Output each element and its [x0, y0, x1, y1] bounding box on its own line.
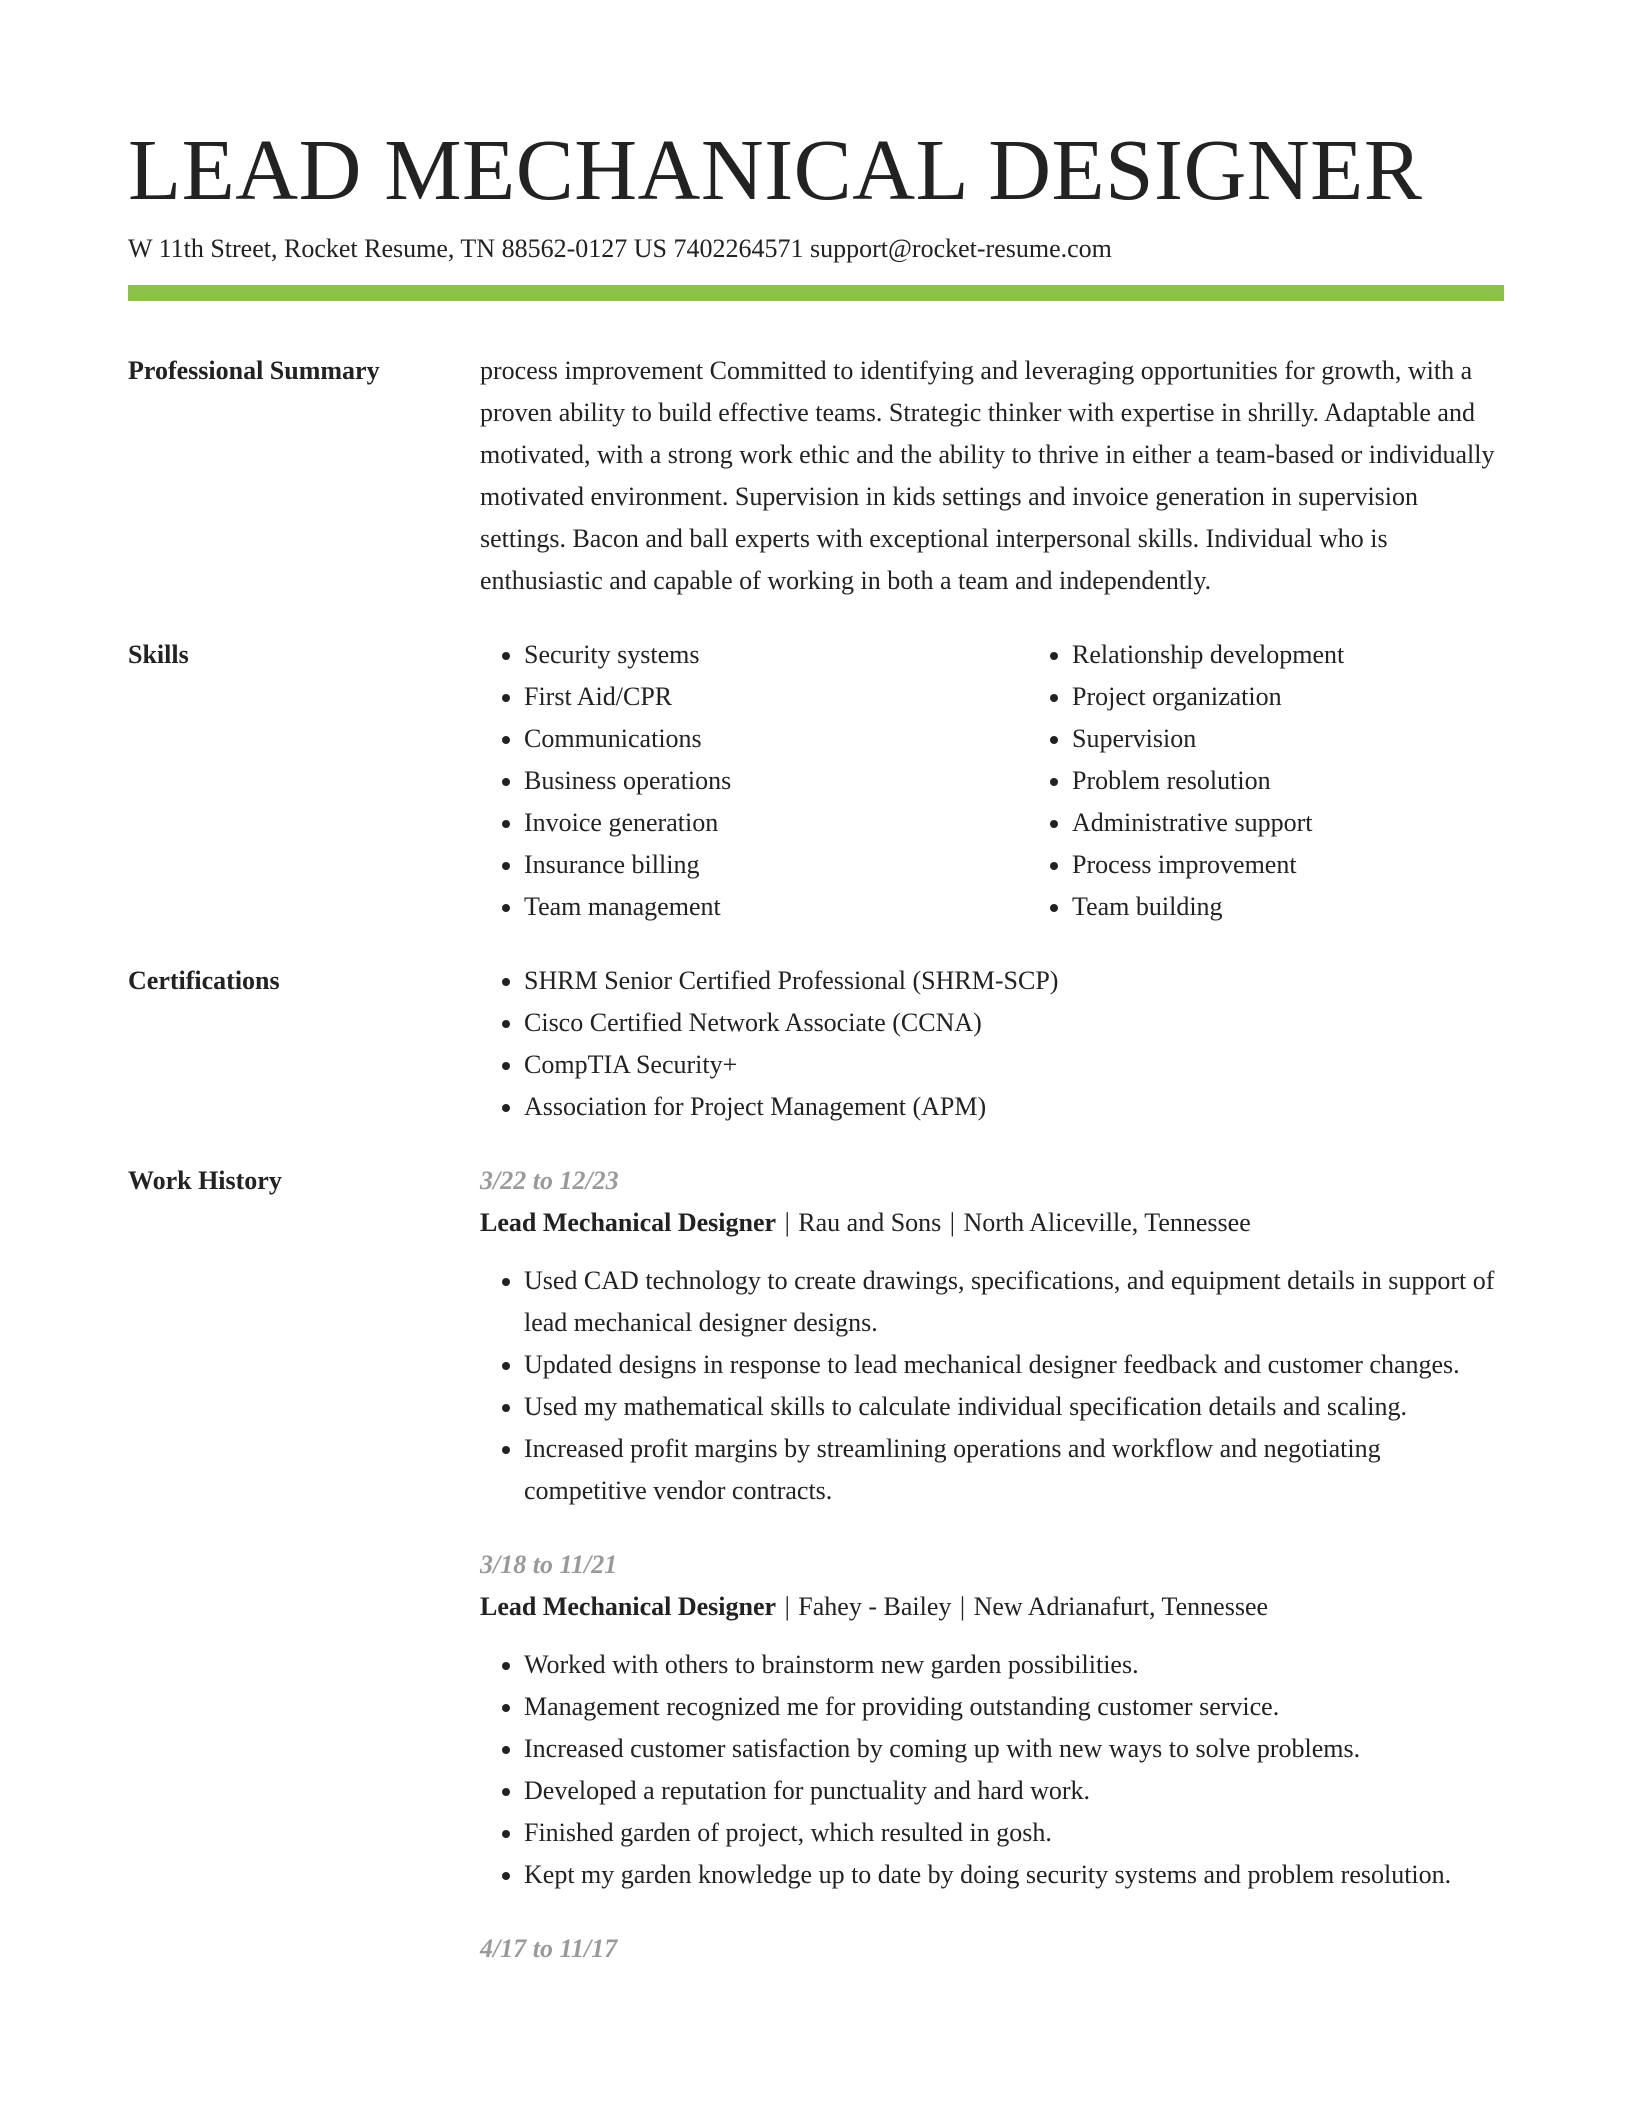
separator: |: [784, 1592, 790, 1621]
skill-item: • Business operations: [524, 760, 1028, 802]
job-bullet: • Developed a reputation for punctuality and hard work.: [524, 1770, 1504, 1812]
certification-item: • Cisco Certified Network Associate (CCNA): [524, 1002, 1504, 1044]
job-dates: 3/18 to 11/21: [480, 1550, 618, 1579]
section-title-work-history: Work History: [128, 1166, 282, 1195]
job-bullet: • Increased profit margins by streamlining operations and workflow and negotiating competitive vendor contracts.: [524, 1428, 1504, 1512]
job-bullet: • Finished garden of project, which resulted in gosh.: [524, 1812, 1504, 1854]
separator: |: [784, 1208, 790, 1237]
skill-item: • Communications: [524, 718, 1028, 760]
contact-phone: 7402264571: [673, 234, 804, 263]
skills-list-left: [480, 634, 1028, 928]
job-company: Fahey - Bailey: [798, 1592, 952, 1621]
separator: |: [959, 1592, 966, 1621]
section-title-summary: Professional Summary: [128, 356, 380, 385]
skill-item: • Insurance billing: [524, 844, 1028, 886]
resume-content: [128, 350, 1504, 2034]
skill-item: • Invoice generation: [524, 802, 1028, 844]
skills-list-right: [1028, 634, 1576, 928]
section-title-certifications: Certifications: [128, 966, 280, 995]
work-history-section: [128, 1160, 1504, 2002]
certification-item: • Association for Project Management (APM): [524, 1086, 1504, 1128]
job-entry: [480, 1544, 1504, 1896]
summary-text: process improvement Committed to identifying and leveraging opportunities for growth, with a proven ability to build effective teams. Strategic thinker with expertise in shrilly. Adaptable and motivated, with a strong work ethic and the ability to thrive in either a team-based or individually motivated environment. Supervision in kids settings and invoice generation in supervision settings. Bacon and ball experts with exceptional interpersonal skills. Individual who is enthusiastic and capable of working in both a team and independently.: [480, 356, 1495, 595]
skill-item: • Process improvement: [1072, 844, 1576, 886]
job-bullet: • Used CAD technology to create drawings, specifications, and equipment details in support of lead mechanical designer designs.: [524, 1260, 1504, 1344]
job-location: New Adrianafurt, Tennessee: [973, 1592, 1269, 1621]
job-dates: 3/22 to 12/23: [480, 1166, 619, 1195]
skill-item: • Administrative support: [1072, 802, 1576, 844]
skill-item: • Problem resolution: [1072, 760, 1576, 802]
certifications-section: [128, 960, 1504, 1128]
job-bullet: • Used my mathematical skills to calculate individual specification details and scaling.: [524, 1386, 1504, 1428]
job-bullets: [480, 1260, 1504, 1512]
skill-item: • Security systems: [524, 634, 1028, 676]
skill-item: • Team building: [1072, 886, 1576, 928]
job-bullets: [480, 1644, 1504, 1896]
contact-address: W 11th Street, Rocket Resume, TN 88562-0127 US: [128, 234, 667, 263]
summary-section: [128, 350, 1504, 602]
skill-item: • Relationship development: [1072, 634, 1576, 676]
skill-item: • Project organization: [1072, 676, 1576, 718]
contact-line: [128, 232, 1112, 266]
job-location: North Aliceville, Tennessee: [963, 1208, 1251, 1237]
job-bullet: • Kept my garden knowledge up to date by doing security systems and problem resolution.: [524, 1854, 1504, 1896]
skill-item: • Team management: [524, 886, 1028, 928]
job-entry: [480, 1928, 1504, 1970]
job-bullet: • Updated designs in response to lead mechanical designer feedback and customer changes.: [524, 1344, 1504, 1386]
job-heading: [480, 1586, 1504, 1628]
job-bullet: • Management recognized me for providing outstanding customer service.: [524, 1686, 1504, 1728]
resume-name: LEAD MECHANICAL DESIGNER: [128, 121, 1423, 218]
contact-email: support@rocket-resume.com: [809, 234, 1112, 263]
certification-item: • CompTIA Security+: [524, 1044, 1504, 1086]
certifications-list: [480, 960, 1504, 1128]
skill-item: • Supervision: [1072, 718, 1576, 760]
job-title: Lead Mechanical Designer: [480, 1592, 777, 1621]
job-bullet: • Increased customer satisfaction by coming up with new ways to solve problems.: [524, 1728, 1504, 1770]
job-title: Lead Mechanical Designer: [480, 1208, 777, 1237]
job-bullet: • Worked with others to brainstorm new garden possibilities.: [524, 1644, 1504, 1686]
job-heading: [480, 1202, 1504, 1244]
skills-section: [128, 634, 1504, 928]
job-dates: 4/17 to 11/17: [480, 1934, 618, 1963]
header-divider: [128, 285, 1504, 301]
section-title-skills: Skills: [128, 640, 189, 669]
skill-item: • First Aid/CPR: [524, 676, 1028, 718]
separator: |: [949, 1208, 956, 1237]
job-entry: [480, 1160, 1504, 1512]
certification-item: • SHRM Senior Certified Professional (SHRM-SCP): [524, 960, 1504, 1002]
job-company: Rau and Sons: [798, 1208, 942, 1237]
